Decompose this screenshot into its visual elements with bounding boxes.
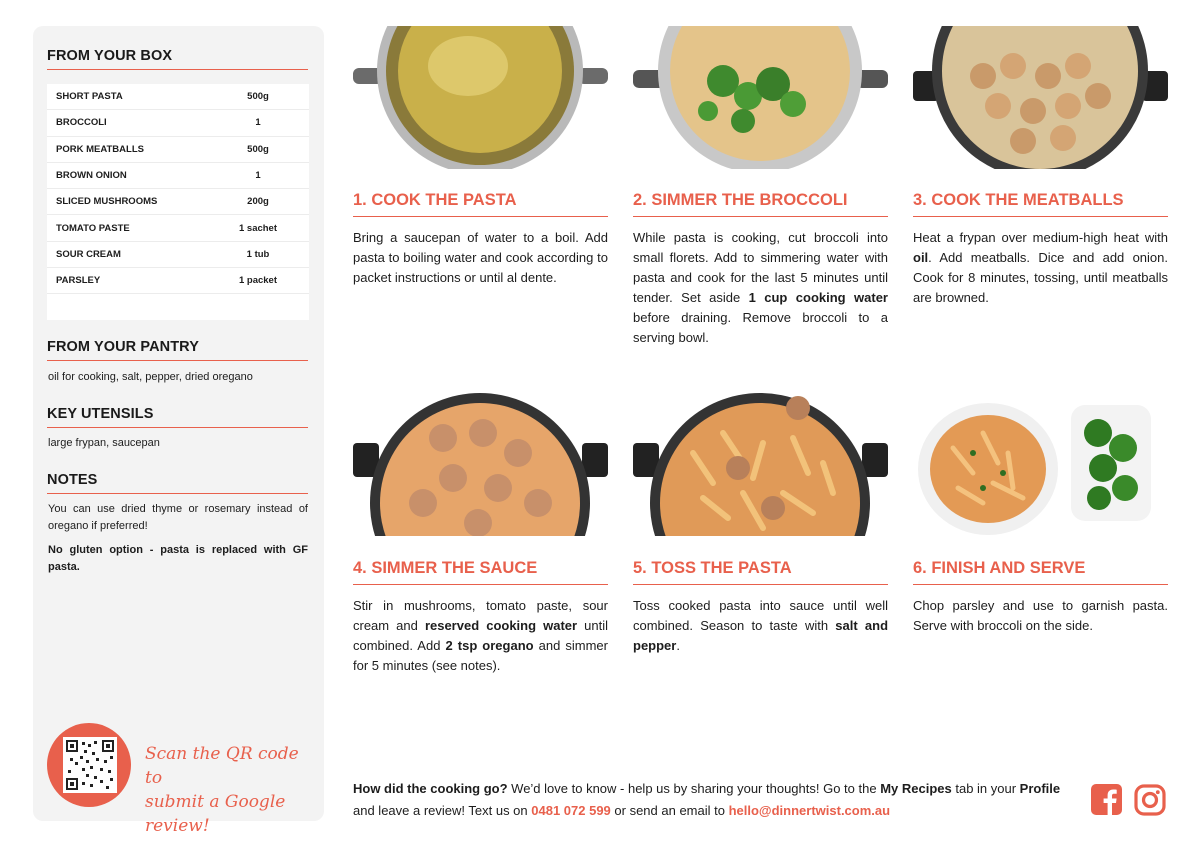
step-4-image [353, 393, 608, 536]
step-6-body: Chop parsley and use to garnish pasta. Serve with broccoli on the side. [913, 598, 1168, 633]
ingredient-name: SHORT PASTA [56, 91, 123, 103]
footer-text: tab in your [951, 781, 1020, 796]
table-row [47, 268, 309, 294]
table-row [47, 163, 309, 189]
ingredient-name: PORK MEATBALLS [56, 143, 144, 155]
table-row [47, 110, 309, 136]
step-6-title: 6. FINISH AND SERVE [913, 559, 1168, 585]
ingredient-qty: 1 [255, 117, 261, 129]
footer-text: and leave a review! Text us on [353, 803, 532, 818]
pantry-text: oil for cooking, salt, pepper, dried oregano [48, 371, 253, 383]
notes-title: NOTES [47, 472, 308, 494]
table-row [47, 189, 309, 215]
ingredient-qty: 1 packet [238, 275, 278, 287]
ingredient-name: SOUR CREAM [56, 248, 121, 260]
step-4-title: 4. SIMMER THE SAUCE [353, 559, 608, 585]
step-3-image [913, 26, 1168, 169]
step-2-body [633, 228, 888, 348]
body-bold: 2 tsp oregano [445, 638, 534, 653]
body-bold: 1 cup cooking water [748, 290, 888, 305]
pantry-title: FROM YOUR PANTRY [47, 339, 308, 361]
table-row [47, 137, 309, 163]
ingredient-qty: 1 sachet [238, 222, 278, 234]
instagram-icon[interactable] [1134, 784, 1168, 818]
ingredient-name: PARSLEY [56, 275, 101, 287]
note-gluten-free: No gluten option - pasta is replaced with GF pasta. [48, 544, 308, 573]
step-2-image [633, 26, 888, 169]
step-6-image [913, 393, 1168, 536]
body-text: . Add meatballs. Dice and add onion. Cook for 8 minutes, tossing, until meatballs are browned. [913, 250, 1168, 305]
ingredient-qty: 1 [255, 170, 261, 182]
note-text: You can use dried thyme or rosemary instead of oregano if preferred! [48, 503, 308, 532]
footer-text: We’d love to know - help us by sharing your thoughts! Go to the [507, 781, 881, 796]
table-row [47, 215, 309, 241]
step-2-title: 2. SIMMER THE BROCCOLI [633, 191, 888, 217]
phone-link[interactable]: 0481 072 599 [531, 803, 611, 818]
step-4-body [353, 596, 608, 676]
ingredient-qty: 200g [247, 196, 269, 208]
body-bold: salt and pepper [633, 618, 889, 653]
step-3-title: 3. COOK THE MEATBALLS [913, 191, 1168, 217]
qr-code-icon[interactable] [63, 737, 117, 793]
ingredient-name: TOMATO PASTE [56, 222, 130, 234]
box-title: FROM YOUR BOX [47, 48, 308, 70]
ingredient-qty: 500g [247, 143, 269, 155]
qr-text-line: submit a Google review! [145, 792, 286, 836]
body-text: and simmer for 5 minutes (see notes). [353, 638, 608, 673]
table-row [47, 242, 309, 268]
body-text: Toss cooked pasta into sauce until well combined. Season to taste with [633, 598, 888, 633]
body-bold: reserved cooking water [424, 618, 578, 633]
ingredient-qty: 500g [247, 91, 269, 103]
step-1-image [353, 26, 608, 169]
step-5-body [633, 596, 888, 656]
ingredients-sidebar [33, 26, 324, 836]
step-5-image [633, 393, 888, 536]
qr-text-line: Scan the QR code to [145, 744, 299, 788]
email-link[interactable]: hello@dinnertwist.com.au [728, 803, 891, 818]
qr-review-prompt [145, 742, 315, 838]
utensils-text: large frypan, saucepan [48, 437, 160, 449]
qr-badge [47, 723, 131, 807]
step-1-title: 1. COOK THE PASTA [353, 191, 608, 217]
step-3-body [913, 228, 1168, 308]
table-row [47, 84, 309, 110]
step-1-body: Bring a saucepan of water to a boil. Add pasta to boiling water and cook according to packet instructions or until al dente. [353, 230, 608, 285]
facebook-icon[interactable] [1091, 784, 1125, 818]
footer-question: How did the cooking go? [353, 781, 508, 796]
body-text: Heat a frypan over medium-high heat with [913, 230, 1168, 245]
utensils-title: KEY UTENSILS [47, 406, 308, 428]
feedback-footer [353, 778, 1068, 822]
body-text: until combined. Add [353, 618, 608, 653]
body-text: before draining. Remove broccoli to a serving bowl. [633, 310, 888, 345]
box-ingredients-table [47, 84, 309, 320]
ingredient-name: BROWN ONION [56, 170, 127, 182]
body-text: . [676, 638, 680, 653]
ingredient-name: SLICED MUSHROOMS [56, 196, 158, 208]
body-bold: oil [913, 250, 929, 265]
profile-ref: Profile [1019, 781, 1061, 796]
footer-text: or send an email to [610, 803, 729, 818]
ingredient-qty: 1 tub [246, 248, 270, 260]
ingredient-name: BROCCOLI [56, 117, 107, 129]
my-recipes-ref: My Recipes [880, 781, 952, 796]
step-5-title: 5. TOSS THE PASTA [633, 559, 888, 585]
body-text: While pasta is cooking, cut broccoli into small florets. Add to simmering water with pasta and cook for the last 5 minutes until tender. Set aside [633, 230, 888, 305]
body-text: Stir in mushrooms, tomato paste, sour cream and [353, 598, 608, 633]
